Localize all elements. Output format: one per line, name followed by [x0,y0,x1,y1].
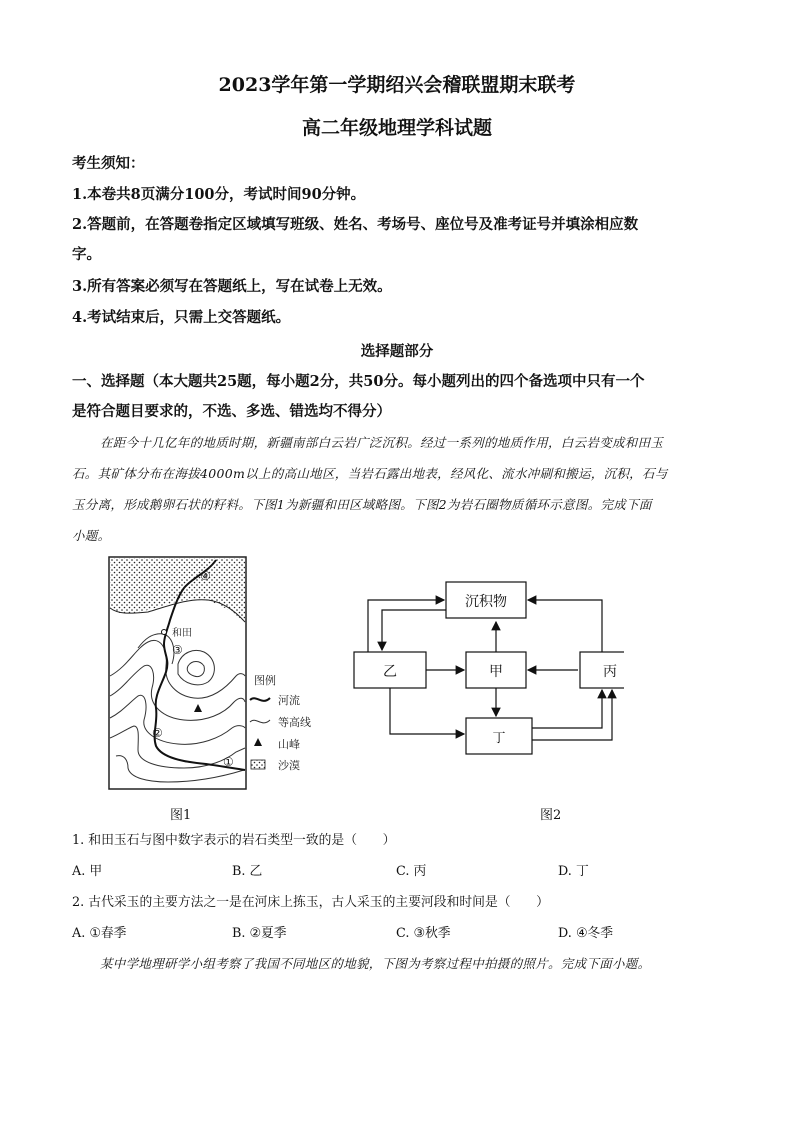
label-yi: 乙 [383,664,397,680]
q1-option-b[interactable]: B. 乙 [232,864,263,879]
part-title: 选择题部分 [360,343,434,360]
box-bing [580,652,624,688]
notice-item-3: 3.所有答案必须写在答题纸上，写在试卷上无效。 [72,278,392,295]
label-sediment: 沉积物 [465,594,507,610]
section-heading-line1: 一、选择题（本大题共25题，每小题2分，共50分。每小题列出的四个备选项中只有一个 [72,373,645,390]
question1-stem: 1. 和田玉石与图中数字表示的岩石类型一致的是（ ） [72,833,396,848]
section-heading-line2: 是符合题目要求的，不选、多选、错选均不得分） [72,403,391,420]
label-bing: 丙 [603,664,617,680]
legend-desert: 沙漠 [278,759,300,772]
passage1-line3: 玉分离，形成鹅卵石状的籽料。下图1为新疆和田区域略图。下图2为岩石圈物质循环示意图。完成下面 [72,497,652,512]
notice-item-1: 1.本卷共8页满分100分，考试时间90分钟。 [72,186,366,203]
legend-contour-symbol [250,720,270,723]
marker-2: ② [152,726,163,740]
hetian-map [108,556,340,792]
figure1-caption: 图1 [170,808,192,823]
label-ding: 丁 [492,731,506,746]
q1-option-c[interactable]: C. 丙 [396,864,427,879]
hetian-town-marker [162,630,167,635]
legend-title: 图例 [254,674,276,687]
notice-item-2: 2.答题前，在答题卷指定区域填写班级、姓名、考场号、座位号及准考证号并填涂相应数 [72,216,639,233]
label-jia: 甲 [489,664,503,680]
q1-option-d[interactable]: D. 丁 [558,864,589,879]
exam-title: 2023学年第一学期绍兴会稽联盟期末联考 [218,74,576,96]
passage1-line2: 石。其矿体分布在海拔4000m以上的高山地区，当岩石露出地表，经风化、流水冲刷和搬运，沉积，石与 [72,466,668,481]
legend-river-symbol [250,698,270,701]
notice-item-2-cont: 字。 [72,246,101,263]
figure2-caption: 图2 [540,808,562,823]
hetian-label: 和田 [172,628,192,639]
marker-3: ③ [172,643,183,657]
q2-option-d[interactable]: D. ④冬季 [558,926,614,941]
marker-4: ④ [200,569,211,583]
marker-1: ① [223,755,234,769]
exam-subtitle: 高二年级地理学科试题 [301,117,492,139]
notice-heading: 考生须知： [72,155,145,172]
legend-desert-symbol [251,760,265,769]
notice-item-4: 4.考试结束后，只需上交答题纸。 [72,309,291,326]
legend-contour: 等高线 [278,716,311,729]
legend-peak-symbol [254,738,262,746]
question2-stem: 2. 古代采玉的主要方法之一是在河床上拣玉，古人采玉的主要河段和时间是（ ） [72,895,549,910]
q2-option-c[interactable]: C. ③秋季 [396,926,451,941]
passage1-line1: 在距今十几亿年的地质时期，新疆南部白云岩广泛沉积。经过一系列的地质作用，白云岩变成和田玉 [100,435,664,450]
legend-river: 河流 [278,694,300,707]
passage2: 某中学地理研学小组考察了我国不同地区的地貌，下图为考察过程中拍摄的照片。完成下面小题。 [100,956,651,971]
rock-cycle-diagram [348,580,624,758]
passage1-line4: 小题。 [72,528,111,543]
q2-option-b[interactable]: B. ②夏季 [232,926,287,941]
legend-peak: 山峰 [278,738,300,751]
q2-option-a[interactable]: A. ①春季 [72,926,127,941]
q1-option-a[interactable]: A. 甲 [72,864,103,879]
